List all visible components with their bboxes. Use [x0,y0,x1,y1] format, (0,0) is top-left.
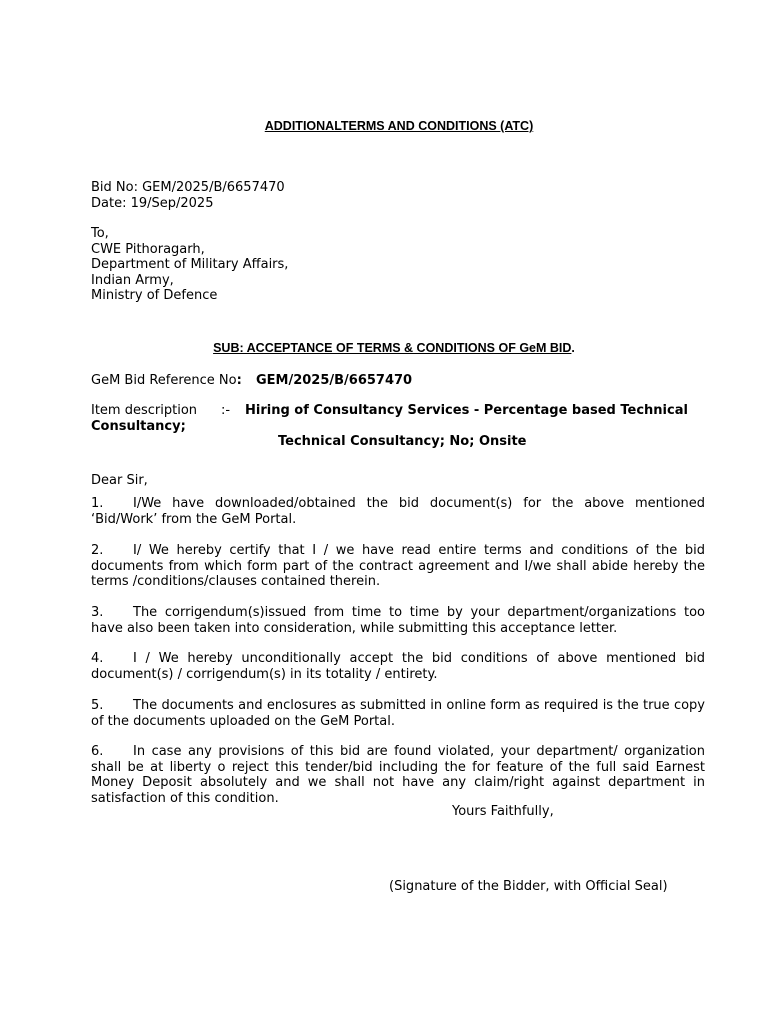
subject-text: SUB: ACCEPTANCE OF TERMS & CONDITIONS OF GeM BID [213,341,572,355]
subject-suffix: . [571,341,575,355]
bid-reference [91,373,705,389]
item-value-line3: Technical Consultancy; No; Onsite [278,434,527,449]
signature-line: (Signature of the Bidder, with Official Seal) [389,879,668,894]
paragraph-number: 4. [91,651,104,666]
subject-line [0,341,768,357]
reference-label: GeM Bid Reference No [91,373,237,388]
closing: Yours Faithfully, [452,804,554,819]
item-value-line2: Consultancy; [91,418,186,434]
paragraph-number: 2. [91,543,104,558]
paragraph-text: I / We hereby unconditionally accept the bid conditions of above mentioned bid document(s) / corrigendum(s) in its totality / entirety. [91,651,705,682]
paragraph-2 [91,543,705,590]
bid-info [91,180,705,211]
paragraph-4 [91,651,705,682]
bid-date: Date: 19/Sep/2025 [91,195,214,211]
paragraph-text: The corrigendum(s)issued from time to time by your department/organizations too have also been taken into consideration, while submitting this acceptance letter. [91,605,705,636]
item-label: Item description [91,403,198,418]
paragraph-number: 5. [91,698,104,713]
item-value-line1: Hiring of Consultancy Services - Percentage based Technical [245,403,688,418]
address-line: Department of Military Affairs, [91,257,289,272]
reference-colon: : [236,373,242,388]
paragraph-text: The documents and enclosures as submitted in online form as required is the true copy of the documents uploaded on the GeM Portal. [91,698,705,729]
paragraph-5 [91,698,705,729]
paragraph-number: 1. [91,496,104,511]
salutation: Dear Sir, [91,473,148,488]
item-separator: :- [221,403,231,418]
item-description [91,403,705,450]
paragraph-6 [91,744,705,806]
address-line: Indian Army, [91,272,174,288]
paragraph-number: 6. [91,744,104,759]
address-to: To, [91,226,109,241]
bid-number: Bid No: GEM/2025/B/6657470 [91,180,285,195]
address-line: Ministry of Defence [91,288,218,303]
document-title: ADDITIONALTERMS AND CONDITIONS (ATC) [264,119,534,133]
recipient-address [91,226,705,304]
paragraph-text: In case any provisions of this bid are found violated, your department/ organization shall be at liberty o reject this tender/bid including the for feature of the full said Earnest Money Deposit absolutely and we shall not have any claim/right against department in satisfaction of this condition. [91,744,705,806]
paragraph-text: I/We have downloaded/obtained the bid document(s) for the above mentioned ‘Bid/Work’ from the GeM Portal. [91,496,705,527]
address-line: CWE Pithoragarh, [91,241,205,257]
paragraph-text: I/ We hereby certify that I / we have read entire terms and conditions of the bid documents from which form part of the contract agreement and I/we shall abide hereby the terms /conditions/clauses contained therein. [91,543,705,589]
paragraph-3 [91,605,705,636]
paragraph-number: 3. [91,605,104,620]
paragraph-1 [91,496,705,527]
reference-value: GEM/2025/B/6657470 [255,373,413,388]
